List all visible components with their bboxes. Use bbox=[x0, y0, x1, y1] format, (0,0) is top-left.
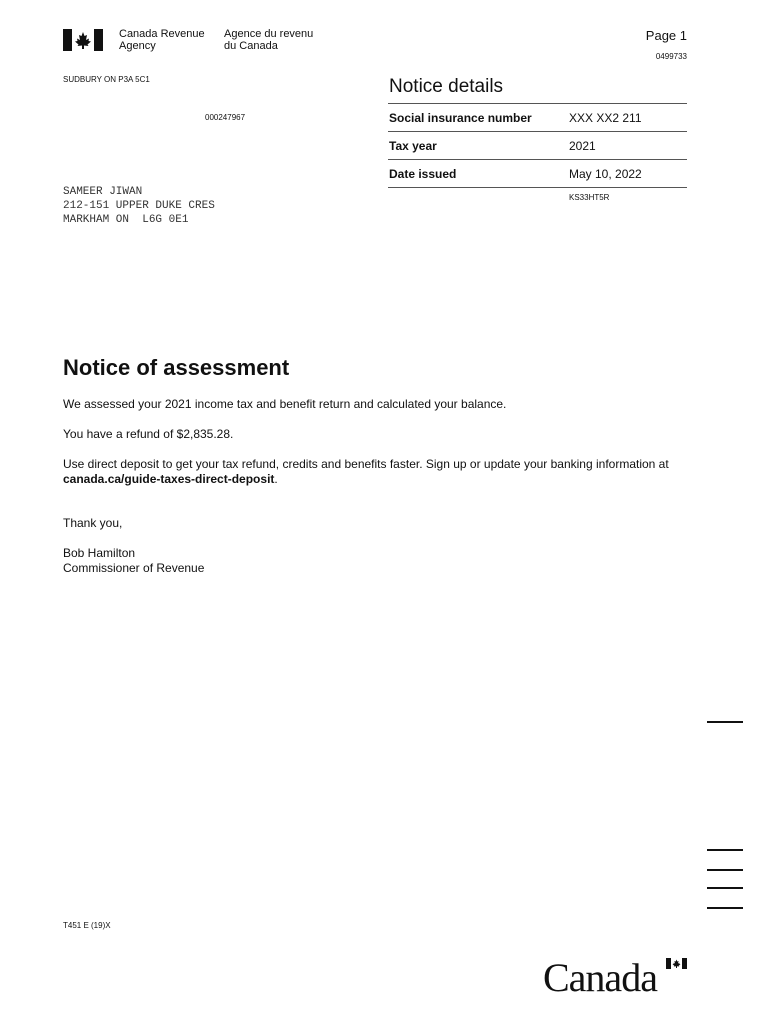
agency-en-line1: Canada Revenue bbox=[119, 28, 205, 40]
details-value: XXX XX2 211 bbox=[569, 110, 642, 125]
edge-mark bbox=[707, 887, 743, 889]
closing-text: Thank you, bbox=[63, 516, 123, 530]
details-row-date-issued bbox=[388, 160, 687, 188]
refund-paragraph: You have a refund of $2,835.28. bbox=[63, 427, 234, 441]
agency-en-line2: Agency bbox=[119, 40, 156, 52]
agency-fr-line2: du Canada bbox=[224, 40, 278, 52]
signature-block bbox=[63, 546, 693, 575]
signatory-name: Bob Hamilton bbox=[63, 546, 136, 560]
details-row-tax-year bbox=[388, 132, 687, 160]
details-value: May 10, 2022 bbox=[569, 166, 642, 181]
edge-mark bbox=[707, 869, 743, 871]
recipient-street: 212-151 UPPER DUKE CRES bbox=[63, 200, 215, 212]
details-label: Tax year bbox=[389, 138, 437, 153]
canada-flag-icon bbox=[63, 29, 103, 51]
details-row-sin bbox=[388, 104, 687, 132]
wordmark-flag-icon bbox=[666, 958, 687, 969]
notice-details-table bbox=[388, 103, 687, 188]
edge-mark bbox=[707, 721, 743, 723]
edge-mark bbox=[707, 849, 743, 851]
sender-office-address: SUDBURY ON P3A 5C1 bbox=[63, 75, 150, 84]
recipient-address bbox=[63, 185, 215, 227]
notice-details-title: Notice details bbox=[389, 76, 504, 97]
assessment-paragraph: We assessed your 2021 income tax and benefit return and calculated your balance. bbox=[63, 397, 507, 411]
notice-reference-code: KS33HT5R bbox=[569, 193, 610, 202]
canada-wordmark: Canada bbox=[543, 955, 657, 1000]
details-label: Date issued bbox=[389, 166, 457, 181]
direct-deposit-text: Use direct deposit to get your tax refund, credits and benefits faster. Sign up or update your banking information at bbox=[63, 457, 669, 471]
document-code: 0499733 bbox=[655, 52, 687, 61]
signatory-title: Commissioner of Revenue bbox=[63, 560, 205, 575]
page-number: Page 1 bbox=[645, 28, 687, 43]
agency-fr-line1: Agence du revenu bbox=[224, 28, 314, 40]
form-code: T451 E (19)X bbox=[63, 921, 111, 930]
recipient-city: MARKHAM ON L6G 0E1 bbox=[63, 214, 189, 226]
page-title: Notice of assessment bbox=[63, 355, 290, 380]
direct-deposit-end: . bbox=[274, 471, 278, 486]
direct-deposit-paragraph bbox=[63, 457, 693, 486]
agency-name-english bbox=[119, 28, 205, 52]
details-value: 2021 bbox=[569, 138, 596, 153]
direct-deposit-link[interactable]: canada.ca/guide-taxes-direct-deposit bbox=[63, 471, 275, 486]
recipient-name: SAMEER JIWAN bbox=[63, 186, 143, 198]
edge-mark bbox=[707, 907, 743, 909]
mail-id: 000247967 bbox=[205, 113, 246, 122]
agency-name-french bbox=[224, 28, 313, 52]
details-label: Social insurance number bbox=[389, 110, 532, 125]
